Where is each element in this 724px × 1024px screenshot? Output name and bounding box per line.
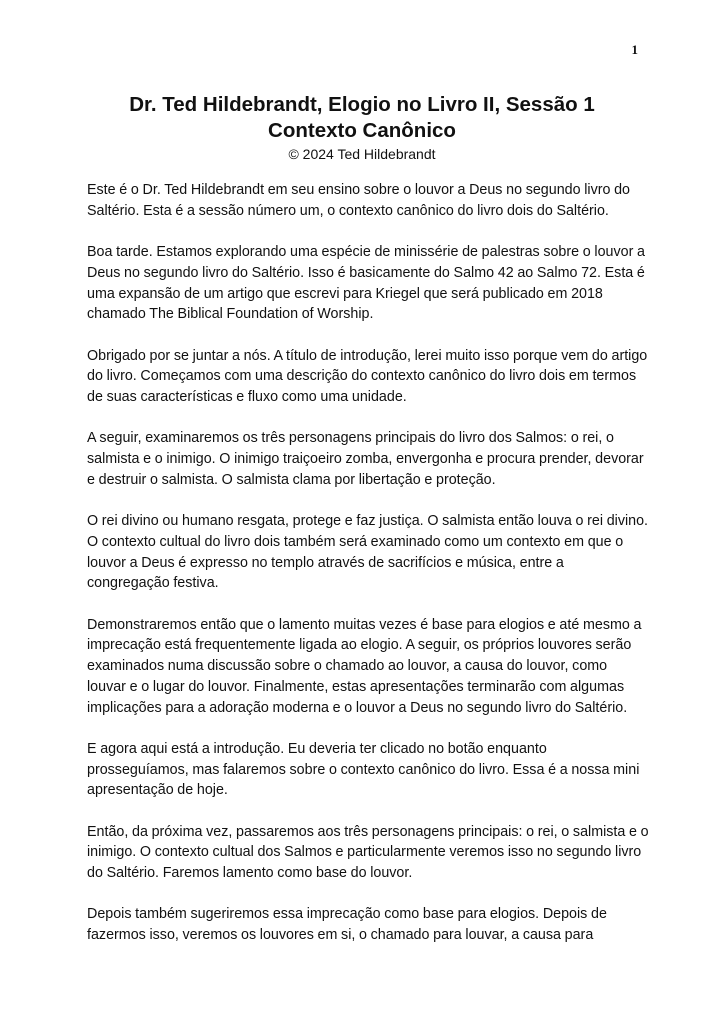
paragraph: E agora aqui está a introdução. Eu deveria ter clicado no botão enquanto prosseguíamos, mas falaremos sobre o contexto canônico do livro. Essa é a nossa mini apresentação de hoje. [87, 740, 640, 799]
paragraph: Este é o Dr. Ted Hildebrandt em seu ensino sobre o louvor a Deus no segundo livro do Saltério. Esta é a sessão número um, o contexto canônico do livro dois do Saltério. [87, 182, 631, 219]
page-subtitle: Contexto Canônico [268, 119, 456, 142]
paragraph: Então, da próxima vez, passaremos aos três personagens principais: o rei, o salmista e o inimigo. O contexto cultual dos Salmos e particularmente veremos isso no segundo livro do Saltério. Faremos lamento como base do louvor. [87, 823, 649, 882]
title-block [0, 92, 724, 164]
paragraph: Obrigado por se juntar a nós. A título de introdução, lerei muito isso porque vem do artigo do livro. Começamos com uma descrição do contexto canônico do livro dois em termos de suas características e fluxo como uma unidade. [87, 347, 648, 405]
paragraph: Demonstraremos então que o lamento muitas vezes é base para elogios e até mesmo a imprecação está frequentemente ligada ao elogio. A seguir, os próprios louvores serão examinados numa discussão sobre o chamado ao louvor, a causa do louvor, como louvar e o lugar do louvor. Finalmente, estas apresentações terminarão com algumas implicações para a adoração moderna e o louvor a Deus no segundo livro do Saltério. [87, 616, 642, 716]
copyright-notice: © 2024 Ted Hildebrandt [288, 146, 436, 162]
page-title: Dr. Ted Hildebrandt, Elogio no Livro II, Sessão 1 [129, 93, 595, 116]
paragraph: O rei divino ou humano resgata, protege e faz justiça. O salmista então louva o rei divino. O contexto cultual do livro dois também será examinado como um contexto em que o louvor a Deus é expresso no templo através de sacrifícios e música, entre a congregação festiva. [87, 513, 649, 592]
paragraph: A seguir, examinaremos os três personagens principais do livro dos Salmos: o rei, o salmista e o inimigo. O inimigo traiçoeiro zomba, envergonha e procura prender, devorar e destruir o salmista. O salmista clama por libertação e proteção. [87, 430, 644, 488]
document-body [87, 180, 649, 967]
paragraph: Depois também sugeriremos essa imprecação como base para elogios. Depois de fazermos isso, veremos os louvores em si, o chamado para louvar, a causa para [87, 906, 607, 944]
page-number: 1 [631, 42, 638, 57]
paragraph: Boa tarde. Estamos explorando uma espécie de minissérie de palestras sobre o louvor a Deus no segundo livro do Saltério. Isso é basicamente do Salmo 42 ao Salmo 72. Esta é uma expansão de um artigo que escrevi para Kriegel que será publicado em 2018 chamado The Biblical Foundation of Worship. [87, 244, 645, 323]
